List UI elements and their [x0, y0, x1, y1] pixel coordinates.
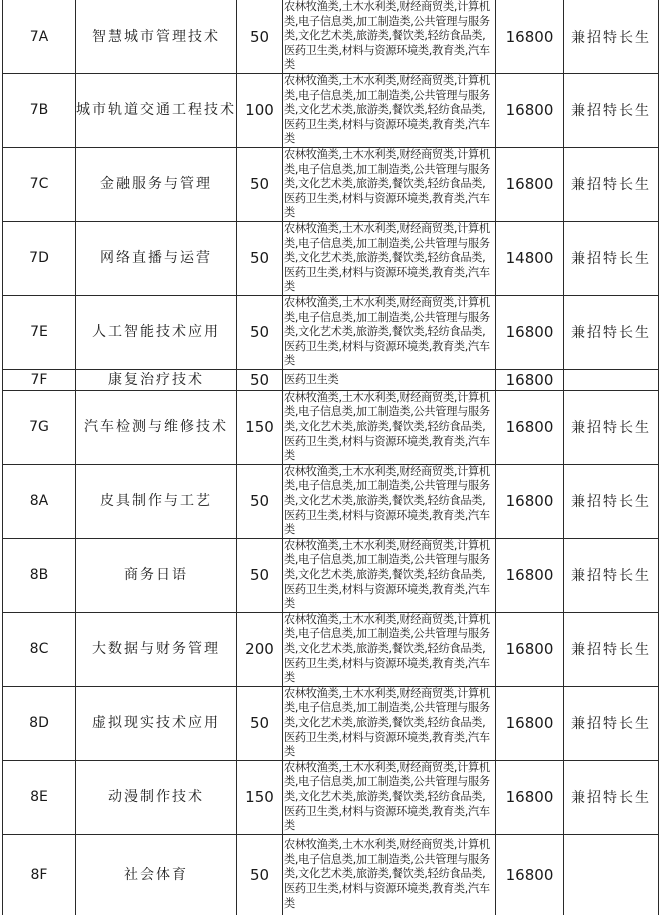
remark: 兼招特长生 [564, 0, 659, 74]
major-name: 动漫制作技术 [76, 760, 237, 834]
eligible-categories: 农林牧渔类,土木水利类,财经商贸类,计算机类,电子信息类,加工制造类,公共管理与服务类,文化艺术类,旅游类,餐饮类,轻纺食品类,医药卫生类,材料与资源环境类,教育类,汽车类 [283, 464, 496, 538]
table-row [3, 0, 659, 74]
enrollment-plan: 50 [237, 147, 283, 221]
enrollment-plan: 150 [237, 390, 283, 464]
enrollment-plan: 50 [237, 538, 283, 612]
major-code: 8D [3, 686, 76, 760]
major-code: 8C [3, 612, 76, 686]
enrollment-plan: 150 [237, 760, 283, 834]
remark: 兼招特长生 [564, 221, 659, 295]
tuition-fee: 14800 [496, 221, 564, 295]
major-code: 7E [3, 295, 76, 369]
remark: 兼招特长生 [564, 74, 659, 148]
table-row [3, 834, 659, 915]
remark [564, 369, 659, 390]
majors-table-body [3, 0, 659, 915]
eligible-categories: 医药卫生类 [283, 369, 496, 390]
major-name: 大数据与财务管理 [76, 612, 237, 686]
table-row [3, 74, 659, 148]
eligible-categories: 农林牧渔类,土木水利类,财经商贸类,计算机类,电子信息类,加工制造类,公共管理与服务类,文化艺术类,旅游类,餐饮类,轻纺食品类,医药卫生类,材料与资源环境类,教育类,汽车类 [283, 74, 496, 148]
major-name: 汽车检测与维修技术 [76, 390, 237, 464]
eligible-categories: 农林牧渔类,土木水利类,财经商贸类,计算机类,电子信息类,加工制造类,公共管理与服务类,文化艺术类,旅游类,餐饮类,轻纺食品类,医药卫生类,材料与资源环境类,教育类,汽车类 [283, 834, 496, 915]
major-name: 金融服务与管理 [76, 147, 237, 221]
major-name: 智慧城市管理技术 [76, 0, 237, 74]
eligible-categories: 农林牧渔类,土木水利类,财经商贸类,计算机类,电子信息类,加工制造类,公共管理与服务类,文化艺术类,旅游类,餐饮类,轻纺食品类,医药卫生类,材料与资源环境类,教育类,汽车类 [283, 147, 496, 221]
remark: 兼招特长生 [564, 538, 659, 612]
table-row [3, 760, 659, 834]
table-row [3, 686, 659, 760]
major-code: 8B [3, 538, 76, 612]
tuition-fee: 16800 [496, 760, 564, 834]
eligible-categories: 农林牧渔类,土木水利类,财经商贸类,计算机类,电子信息类,加工制造类,公共管理与服务类,文化艺术类,旅游类,餐饮类,轻纺食品类,医药卫生类,材料与资源环境类,教育类,汽车类 [283, 538, 496, 612]
remark [564, 834, 659, 915]
table-row [3, 147, 659, 221]
enrollment-plan: 50 [237, 464, 283, 538]
table-row [3, 538, 659, 612]
majors-table [2, 0, 659, 915]
major-name: 社会体育 [76, 834, 237, 915]
remark: 兼招特长生 [564, 390, 659, 464]
enrollment-plan: 50 [237, 686, 283, 760]
major-name: 城市轨道交通工程技术 [76, 74, 237, 148]
major-code: 7B [3, 74, 76, 148]
major-code: 7F [3, 369, 76, 390]
major-name: 网络直播与运营 [76, 221, 237, 295]
eligible-categories: 农林牧渔类,土木水利类,财经商贸类,计算机类,电子信息类,加工制造类,公共管理与服务类,文化艺术类,旅游类,餐饮类,轻纺食品类,医药卫生类,材料与资源环境类,教育类,汽车类 [283, 760, 496, 834]
tuition-fee: 16800 [496, 147, 564, 221]
eligible-categories: 农林牧渔类,土木水利类,财经商贸类,计算机类,电子信息类,加工制造类,公共管理与服务类,文化艺术类,旅游类,餐饮类,轻纺食品类,医药卫生类,材料与资源环境类,教育类,汽车类 [283, 0, 496, 74]
major-code: 7G [3, 390, 76, 464]
remark: 兼招特长生 [564, 147, 659, 221]
tuition-fee: 16800 [496, 295, 564, 369]
major-name: 商务日语 [76, 538, 237, 612]
remark: 兼招特长生 [564, 464, 659, 538]
major-code: 8F [3, 834, 76, 915]
tuition-fee: 16800 [496, 390, 564, 464]
major-code: 7C [3, 147, 76, 221]
remark: 兼招特长生 [564, 295, 659, 369]
tuition-fee: 16800 [496, 686, 564, 760]
eligible-categories: 农林牧渔类,土木水利类,财经商贸类,计算机类,电子信息类,加工制造类,公共管理与服务类,文化艺术类,旅游类,餐饮类,轻纺食品类,医药卫生类,材料与资源环境类,教育类,汽车类 [283, 612, 496, 686]
table-row [3, 295, 659, 369]
tuition-fee: 16800 [496, 834, 564, 915]
major-name: 皮具制作与工艺 [76, 464, 237, 538]
major-code: 8E [3, 760, 76, 834]
tuition-fee: 16800 [496, 612, 564, 686]
table-row [3, 464, 659, 538]
major-code: 7A [3, 0, 76, 74]
table-row [3, 221, 659, 295]
tuition-fee: 16800 [496, 369, 564, 390]
major-name: 康复治疗技术 [76, 369, 237, 390]
enrollment-plan: 200 [237, 612, 283, 686]
table-row [3, 369, 659, 390]
enrollment-plan: 50 [237, 221, 283, 295]
tuition-fee: 16800 [496, 74, 564, 148]
enrollment-plan: 50 [237, 369, 283, 390]
eligible-categories: 农林牧渔类,土木水利类,财经商贸类,计算机类,电子信息类,加工制造类,公共管理与服务类,文化艺术类,旅游类,餐饮类,轻纺食品类,医药卫生类,材料与资源环境类,教育类,汽车类 [283, 221, 496, 295]
major-name: 虚拟现实技术应用 [76, 686, 237, 760]
tuition-fee: 16800 [496, 0, 564, 74]
remark: 兼招特长生 [564, 686, 659, 760]
table-row [3, 612, 659, 686]
major-code: 7D [3, 221, 76, 295]
table-row [3, 390, 659, 464]
major-name: 人工智能技术应用 [76, 295, 237, 369]
tuition-fee: 16800 [496, 464, 564, 538]
eligible-categories: 农林牧渔类,土木水利类,财经商贸类,计算机类,电子信息类,加工制造类,公共管理与服务类,文化艺术类,旅游类,餐饮类,轻纺食品类,医药卫生类,材料与资源环境类,教育类,汽车类 [283, 295, 496, 369]
enrollment-plan: 50 [237, 295, 283, 369]
major-code: 8A [3, 464, 76, 538]
enrollment-plan: 100 [237, 74, 283, 148]
remark: 兼招特长生 [564, 612, 659, 686]
eligible-categories: 农林牧渔类,土木水利类,财经商贸类,计算机类,电子信息类,加工制造类,公共管理与服务类,文化艺术类,旅游类,餐饮类,轻纺食品类,医药卫生类,材料与资源环境类,教育类,汽车类 [283, 390, 496, 464]
tuition-fee: 16800 [496, 538, 564, 612]
remark: 兼招特长生 [564, 760, 659, 834]
enrollment-plan: 50 [237, 834, 283, 915]
eligible-categories: 农林牧渔类,土木水利类,财经商贸类,计算机类,电子信息类,加工制造类,公共管理与服务类,文化艺术类,旅游类,餐饮类,轻纺食品类,医药卫生类,材料与资源环境类,教育类,汽车类 [283, 686, 496, 760]
enrollment-plan: 50 [237, 0, 283, 74]
